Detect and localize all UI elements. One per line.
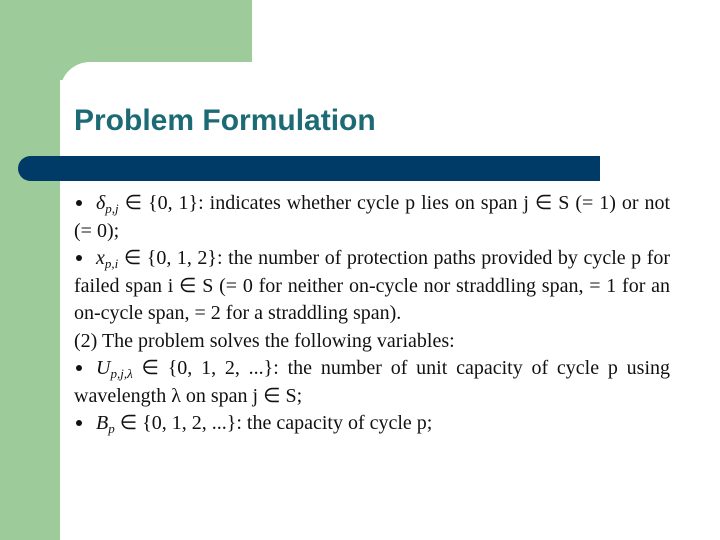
bullet-item-b [74,410,670,438]
bullet-text: indicates whether cycle p lies on span j ∈ S (= 1) or not (= 0); [74,192,671,242]
math-set: ∈ {0, 1, 2, ...}: [119,412,242,434]
bullet-icon [76,420,82,426]
bullet-item-x [74,245,670,328]
bullet-icon [76,365,82,371]
math-set: ∈ {0, 1, 2}: [123,247,223,269]
bullet-icon [76,255,82,261]
math-subscript: p,i [104,256,119,271]
bullet-icon [76,200,82,206]
bullet-item-u [74,355,670,410]
math-symbol: x [96,247,105,269]
math-symbol: B [96,412,109,434]
bullet-text: the capacity of cycle p; [246,412,433,434]
math-symbol: U [96,357,111,379]
slide-content [74,190,670,438]
math-subscript: p [108,421,115,436]
slide-title: Problem Formulation [74,104,376,137]
section-line: (2) The problem solves the following variables: [74,329,455,352]
bullet-text: the number of protection paths provided by cycle p for failed span i ∈ S (= 0 for neither on-cycle nor straddling span, = 1 for an on-cycle span, = 2 for a straddling span). [74,247,671,324]
bullet-text: the number of unit capacity of cycle p using wavelength λ on span j ∈ S; [74,357,671,407]
bullet-item-delta [74,190,670,245]
math-set: ∈ {0, 1, 2, ...}: [141,357,279,379]
math-subscript: p,j [105,201,119,216]
math-symbol: δ [96,192,106,214]
title-underline-bar [18,156,600,181]
math-set: ∈ {0, 1}: [124,192,204,214]
accent-block-left [0,0,60,540]
math-subscript: p,j,λ [110,366,133,381]
